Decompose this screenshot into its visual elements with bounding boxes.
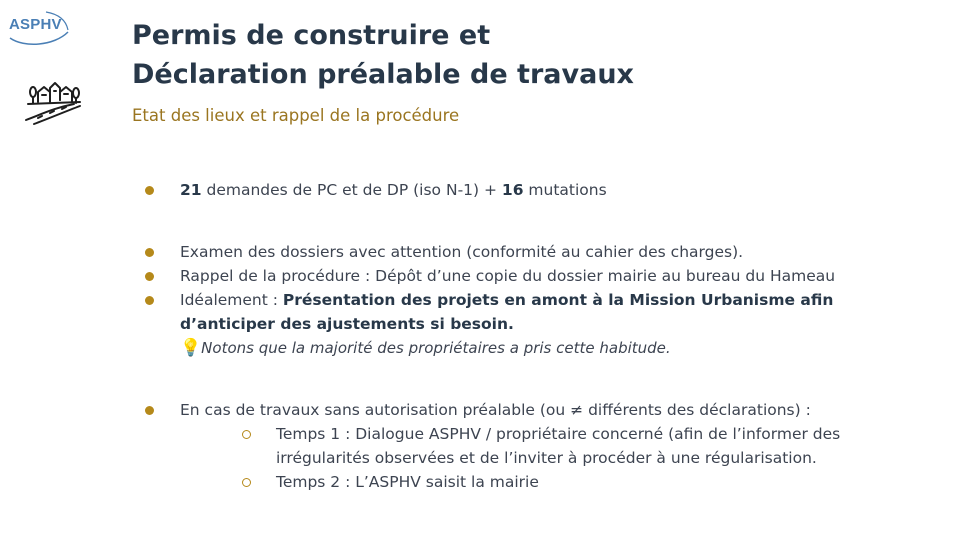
page-title xyxy=(132,16,634,94)
pc-dp-count: 21 xyxy=(180,181,202,199)
habit-note xyxy=(180,336,671,360)
list-item-sans-autorisation: En cas de travaux sans autorisation préalable (ou ≠ différents des déclarations) : xyxy=(180,401,811,419)
bullet-marker xyxy=(140,288,160,312)
title-line-2: Déclaration préalable de travaux xyxy=(132,59,634,90)
list-item-examen: Examen des dossiers avec attention (conformité au cahier des charges). xyxy=(180,243,744,261)
logo-text: ASPHV xyxy=(9,16,62,33)
bullet-marker xyxy=(140,264,160,288)
habit-note-text: Notons que la majorité des propriétaires a pris cette habitude. xyxy=(201,339,671,357)
sub-bullet-marker xyxy=(240,422,260,446)
list-item-idealement xyxy=(180,288,833,312)
bullet-marker xyxy=(140,240,160,264)
stats-text-2: mutations xyxy=(523,181,607,199)
title-line-1: Permis de construire et xyxy=(132,20,491,51)
idealement-prefix: Idéalement : xyxy=(180,291,283,309)
idealement-continuation xyxy=(180,312,514,336)
asphv-logo xyxy=(6,8,68,42)
page-subtitle: Etat des lieux et rappel de la procédure xyxy=(132,106,460,125)
village-road-icon xyxy=(24,78,82,126)
sub-bullet-marker xyxy=(240,470,260,494)
mutations-count: 16 xyxy=(501,181,524,199)
stats-text-1: demandes de PC et de DP (iso N-1) + xyxy=(201,181,502,199)
list-item-rappel: Rappel de la procédure : Dépôt d’une copie du dossier mairie au bureau du Hameau xyxy=(180,267,836,285)
list-item-stats xyxy=(180,178,607,202)
bullet-marker xyxy=(140,398,160,422)
idealement-bold-1: Présentation des projets en amont à la Mission Urbanisme afin xyxy=(282,291,834,309)
sub-item-temps-2: Temps 2 : L’ASPHV saisit la mairie xyxy=(276,473,539,491)
sub-item-temps-1-continuation: irrégularités observées et de l’inviter à procéder à une régularisation. xyxy=(276,449,817,467)
bullet-marker xyxy=(140,178,160,202)
idealement-bold-2: d’anticiper des ajustements si besoin. xyxy=(180,315,514,333)
sub-item-temps-1: Temps 1 : Dialogue ASPHV / propriétaire concerné (afin de l’informer des xyxy=(276,425,841,443)
lightbulb-icon: 💡 xyxy=(180,338,202,358)
